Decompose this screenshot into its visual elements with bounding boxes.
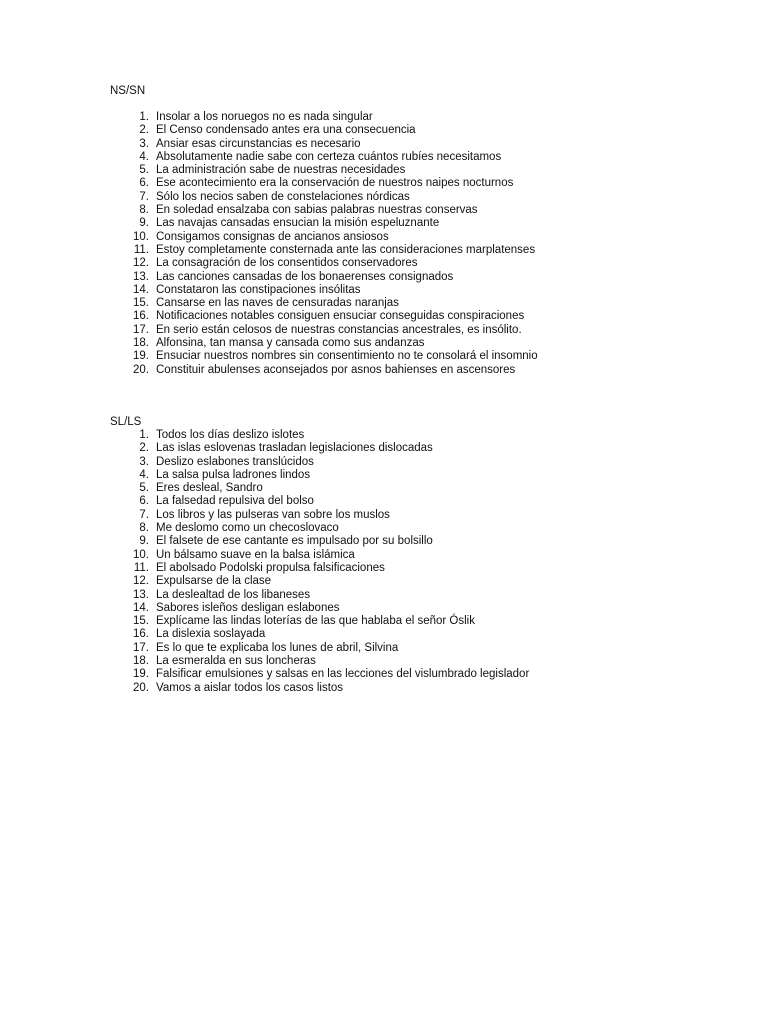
item-number: 3. — [139, 455, 149, 468]
item-number: 20. — [133, 681, 149, 694]
item-number: 1. — [139, 111, 149, 123]
item-number: 16. — [133, 628, 149, 641]
item-number: 12. — [133, 575, 149, 588]
item-text: Sabores isleños desligan eslabones — [156, 601, 340, 614]
item-text: Los libros y las pulseras van sobre los muslos — [156, 508, 390, 521]
item-number: 15. — [133, 297, 149, 310]
item-number: 4. — [139, 150, 149, 163]
item-text: Explícame las lindas loterías de las que hablaba el señor Óslik — [156, 615, 475, 628]
item-text: Sólo los necios saben de constelaciones nórdicas — [156, 190, 410, 203]
item-text: El Censo condensado antes era una consecuencia — [156, 124, 416, 137]
item-number: 6. — [139, 495, 149, 508]
item-number: 14. — [133, 283, 149, 296]
item-number: 16. — [133, 310, 149, 323]
item-text: Insolar a los noruegos no es nada singular — [156, 111, 373, 123]
item-text: La administración sabe de nuestras necesidades — [156, 164, 406, 177]
item-number: 1. — [139, 429, 149, 441]
item-text: En serio están celosos de nuestras constancias ancestrales, es insólito. — [156, 323, 522, 336]
item-number: 10. — [133, 548, 149, 561]
item-text: La esmeralda en sus loncheras — [156, 655, 316, 668]
item-text: En soledad ensalzaba con sabias palabras nuestras conservas — [156, 204, 478, 217]
item-text: Constataron las constipaciones insólitas — [156, 283, 361, 296]
item-number: 2. — [139, 442, 149, 455]
item-number: 20. — [133, 363, 149, 376]
item-text: La salsa pulsa ladrones lindos — [156, 468, 311, 481]
item-text: Las canciones cansadas de los bonaerenses consignados — [156, 270, 454, 283]
item-text: La falsedad repulsiva del bolso — [156, 495, 314, 508]
section-title: SL/LS — [110, 416, 142, 428]
item-number: 7. — [139, 508, 149, 521]
item-text: Las islas eslovenas trasladan legislaciones dislocadas — [156, 442, 433, 455]
item-number: 13. — [133, 270, 149, 283]
item-number: 19. — [133, 350, 149, 363]
item-text: Ese acontecimiento era la conservación de nuestros naipes nocturnos — [156, 177, 514, 190]
item-text: Cansarse en las naves de censuradas naranjas — [156, 297, 399, 310]
item-text: El falsete de ese cantante es impulsado por su bolsillo — [156, 535, 433, 548]
item-number: 17. — [133, 641, 149, 654]
item-number: 18. — [133, 337, 149, 350]
item-text: El abolsado Podolski propulsa falsificaciones — [156, 561, 385, 574]
item-number: 6. — [139, 177, 149, 190]
item-text: Absolutamente nadie sabe con certeza cuántos rubíes necesitamos — [156, 150, 502, 163]
item-text: Consigamos consignas de ancianos ansiosos — [156, 230, 389, 243]
item-number: 11. — [133, 561, 149, 574]
item-text: Notificaciones notables consiguen ensuciar conseguidas conspiraciones — [156, 310, 525, 323]
item-number: 4. — [139, 468, 149, 481]
item-number: 7. — [139, 190, 149, 203]
item-number: 8. — [139, 204, 149, 217]
item-text: La deslealtad de los libaneses — [156, 588, 311, 601]
item-text: Ensuciar nuestros nombres sin consentimiento no te consolará el insomnio — [156, 350, 538, 363]
item-number: 13. — [133, 588, 149, 601]
item-number: 11. — [133, 243, 149, 256]
item-number: 10. — [133, 230, 149, 243]
item-number: 18. — [133, 655, 149, 668]
item-number: 12. — [133, 257, 149, 270]
item-text: Estoy completamente consternada ante las consideraciones marplatenses — [156, 243, 536, 256]
item-text: Expulsarse de la clase — [156, 575, 272, 588]
item-text: La dislexia soslayada — [156, 628, 266, 641]
item-text: Vamos a aislar todos los casos listos — [156, 681, 344, 694]
item-text: Eres desleal, Sandro — [156, 482, 263, 495]
item-number: 5. — [139, 164, 149, 177]
item-text: Falsificar emulsiones y salsas en las lecciones del vislumbrado legislador — [156, 668, 530, 681]
item-text: Deslizo eslabones translúcidos — [156, 455, 314, 468]
item-number: 14. — [133, 601, 149, 614]
item-text: Ansiar esas circunstancias es necesario — [156, 137, 361, 150]
item-number: 19. — [133, 668, 149, 681]
item-text: Un bálsamo suave en la balsa islámica — [156, 548, 355, 561]
item-text: Todos los días deslizo islotes — [156, 429, 305, 441]
item-number: 15. — [133, 615, 149, 628]
item-number: 8. — [139, 522, 149, 535]
item-text: Las navajas cansadas ensucian la misión espeluznante — [156, 217, 440, 230]
item-number: 5. — [139, 482, 149, 495]
item-text: Constituir abulenses aconsejados por asnos bahienses en ascensores — [156, 363, 516, 376]
item-number: 3. — [139, 137, 149, 150]
item-text: Me deslomo como un checoslovaco — [156, 522, 339, 535]
item-number: 9. — [139, 535, 149, 548]
item-text: Es lo que te explicaba los lunes de abril, Silvina — [156, 641, 399, 654]
item-number: 2. — [139, 124, 149, 137]
section-title: NS/SN — [110, 85, 146, 97]
item-number: 9. — [139, 217, 149, 230]
item-text: Alfonsina, tan mansa y cansada como sus andanzas — [156, 337, 425, 350]
item-text: La consagración de los consentidos conservadores — [156, 257, 418, 270]
item-number: 17. — [133, 323, 149, 336]
